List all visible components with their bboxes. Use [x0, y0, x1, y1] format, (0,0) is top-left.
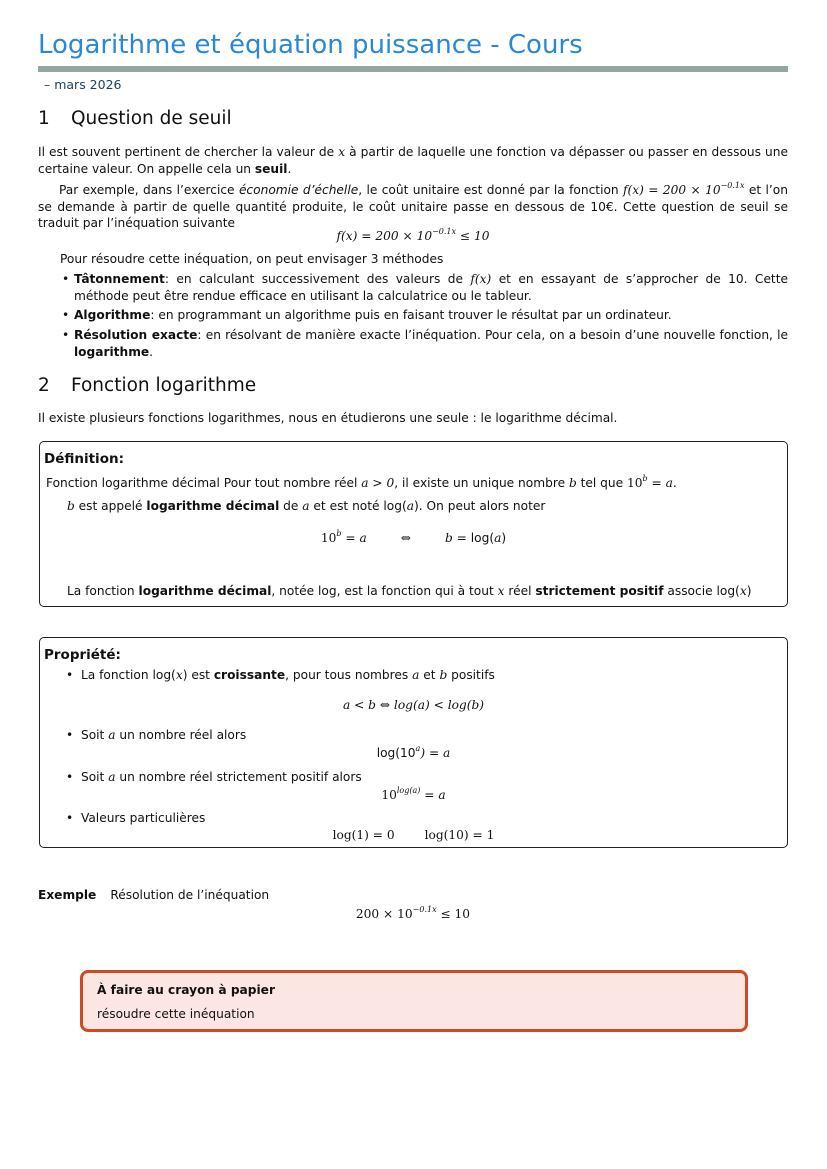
bullet-icon: • — [62, 328, 70, 342]
text: , il existe un unique nombre — [394, 476, 569, 490]
term: logarithme décimal — [138, 584, 272, 598]
property-item — [66, 811, 205, 825]
math: 10 — [320, 531, 337, 545]
method-item — [62, 271, 788, 304]
math: 200 × 10 — [355, 907, 413, 921]
math-var: x — [175, 668, 183, 682]
section-1-heading — [38, 108, 232, 129]
methods-intro: Pour résoudre cette inéquation, on peut envisager 3 méthodes — [60, 252, 444, 266]
method-name: Résolution exacte — [74, 328, 198, 342]
method-name: Algorithme — [74, 308, 151, 322]
bullet-icon: • — [62, 272, 70, 286]
definition-line-2 — [67, 499, 545, 513]
math-exponent: log(a) — [396, 786, 421, 795]
definition-box — [39, 441, 788, 607]
text: La fonction — [67, 584, 139, 598]
math-var: a — [108, 770, 116, 784]
definition-title: Définition: — [44, 451, 124, 467]
text: . — [287, 161, 292, 176]
term: strictement positif — [535, 584, 664, 598]
seuil-inequation — [38, 227, 788, 243]
exercise-name: économie d’échelle — [238, 183, 359, 197]
math-var: a — [406, 499, 415, 513]
text: = log( — [452, 531, 495, 545]
math-var: a — [302, 499, 310, 513]
text: : en calculant successivement des valeurs de — [164, 272, 471, 286]
bullet-icon: • — [66, 728, 74, 742]
math: log(1) = 0 — [332, 828, 395, 842]
math-var: x — [497, 584, 505, 598]
text: , le coût unitaire est donné par la fonction — [358, 183, 624, 197]
text: Soit — [80, 728, 109, 742]
math-exponent: b — [336, 529, 342, 538]
definition-line-3 — [67, 584, 751, 598]
section-1-number: 1 — [38, 108, 50, 129]
method-name: Tâtonnement — [74, 272, 165, 286]
math-exponent: −0.1x — [412, 905, 437, 914]
text: associe log( — [663, 584, 740, 598]
property-formula — [40, 828, 787, 842]
math-var: x — [739, 584, 747, 598]
equivalence-symbol: ⇔ — [400, 531, 411, 545]
section-2-title: Fonction logarithme — [71, 375, 257, 396]
equivalence-formula — [40, 529, 787, 545]
inline-formula: f(x) = 200 × 10 — [623, 183, 721, 197]
text: Par exemple, dans l’exercice — [59, 183, 239, 197]
text: . — [672, 476, 677, 490]
text: La fonction log( — [80, 668, 176, 682]
math-var: b — [568, 476, 577, 490]
math-exponent: a — [415, 744, 421, 753]
bullet-icon: • — [62, 308, 70, 322]
property-item — [66, 728, 246, 742]
text: est appelé — [74, 499, 147, 513]
text: Il est souvent pertinent de chercher la valeur de — [38, 145, 339, 159]
math-var: a — [412, 668, 420, 682]
text: un nombre réel strictement positif alors — [115, 770, 362, 784]
bullet-icon: • — [66, 668, 74, 682]
text: ) — [501, 531, 507, 545]
formula-end: ≤ 10 — [456, 229, 490, 243]
math: = a — [341, 531, 367, 545]
math: = a — [647, 476, 673, 490]
text: tel que — [576, 476, 628, 490]
term: croissante — [213, 668, 286, 682]
inline-formula-exponent: −0.1x — [720, 181, 745, 190]
definition-line-1 — [46, 474, 677, 490]
text: à partir de laquelle une fonction va dépasser ou passer en dessous une certaine valeur. On appelle cela un — [38, 145, 789, 176]
document-date: – mars 2026 — [44, 77, 122, 92]
property-box — [39, 637, 788, 848]
math-var: b — [444, 531, 453, 545]
section-1-title: Question de seuil — [71, 108, 232, 129]
text: . — [149, 344, 154, 359]
text: ) — [746, 584, 752, 598]
formula-base: f(x) = 200 × 10 — [336, 229, 433, 243]
section-1-paragraph-1 — [38, 144, 788, 177]
method-item — [62, 307, 788, 324]
section-1-paragraph-2 — [38, 178, 788, 232]
math: ≤ 10 — [436, 907, 471, 921]
math-var: b — [439, 668, 448, 682]
section-2-intro: Il existe plusieurs fonctions logarithmes, nous en étudierons une seule : le logarithme décimal. — [38, 411, 618, 425]
text: de — [279, 499, 303, 513]
math-var: a — [494, 531, 502, 545]
example-formula — [38, 905, 788, 921]
math: ) = a — [420, 746, 451, 760]
text: Fonction logarithme décimal Pour tout nombre réel — [46, 476, 362, 490]
example-text: Résolution de l’inéquation — [110, 888, 270, 902]
method-item — [62, 327, 788, 360]
term: logarithme décimal — [146, 499, 280, 513]
text: ) est — [182, 668, 214, 682]
term-seuil: seuil — [254, 161, 288, 176]
pencil-exercise-box — [80, 970, 748, 1032]
math: log(10 — [376, 746, 416, 760]
example-line — [38, 888, 269, 902]
formula-exponent: −0.1x — [432, 227, 457, 236]
example-label: Exemple — [38, 888, 97, 902]
text: Valeurs particulières — [80, 811, 206, 825]
pencil-text: résoudre cette inéquation — [97, 1007, 255, 1021]
document-title: Logarithme et équation puissance - Cours — [38, 30, 583, 60]
property-formula — [40, 744, 787, 760]
property-formula — [40, 786, 787, 802]
section-2-heading — [38, 375, 256, 396]
math-var: a — [108, 728, 116, 742]
text: et — [419, 668, 440, 682]
text: : en résolvant de manière exacte l’inéquation. Pour cela, on a besoin d’une nouvelle fonction, le — [197, 328, 788, 342]
math: 10 — [627, 476, 643, 490]
bullet-icon: • — [66, 811, 74, 825]
math: a > 0 — [361, 476, 395, 490]
math: = a — [420, 788, 446, 802]
property-title: Propriété: — [44, 647, 121, 663]
bullet-icon: • — [66, 770, 74, 784]
text: : en programmant un algorithme puis en faisant trouver le résultat par un ordinateur. — [150, 308, 672, 322]
section-2-number: 2 — [38, 375, 50, 396]
math: log(10) = 1 — [424, 828, 495, 842]
text: ). On peut alors noter — [414, 499, 546, 513]
title-rule — [38, 66, 788, 72]
text: Soit — [80, 770, 109, 784]
property-item — [66, 770, 362, 784]
text: , pour tous nombres — [285, 668, 413, 682]
math-var: f(x) — [470, 272, 492, 286]
text: un nombre réel alors — [115, 728, 247, 742]
math-var: x — [338, 145, 346, 159]
property-item — [66, 668, 495, 682]
text: positifs — [447, 668, 495, 682]
pencil-title: À faire au crayon à papier — [97, 983, 275, 997]
text: , notée log, est la fonction qui à tout — [271, 584, 498, 598]
term-logarithme: logarithme — [74, 344, 150, 359]
property-formula: a < b ⇔ log(a) < log(b) — [342, 698, 485, 712]
math: 10 — [381, 788, 397, 802]
text: et l’on se demande à partir de quelle quantité produite, le coût unitaire passe en dessous de 10€. Cette question de seuil se traduit par l’inéquation suivante — [38, 183, 788, 231]
text: et en essayant de s’approcher de 10. Cette méthode peut être rendue efficace en utilisant la calculatrice ou le tableur. — [74, 272, 788, 303]
text: réel — [504, 584, 536, 598]
math-var: b — [67, 499, 75, 513]
math-exponent: b — [642, 474, 648, 483]
text: et est noté log( — [309, 499, 407, 513]
